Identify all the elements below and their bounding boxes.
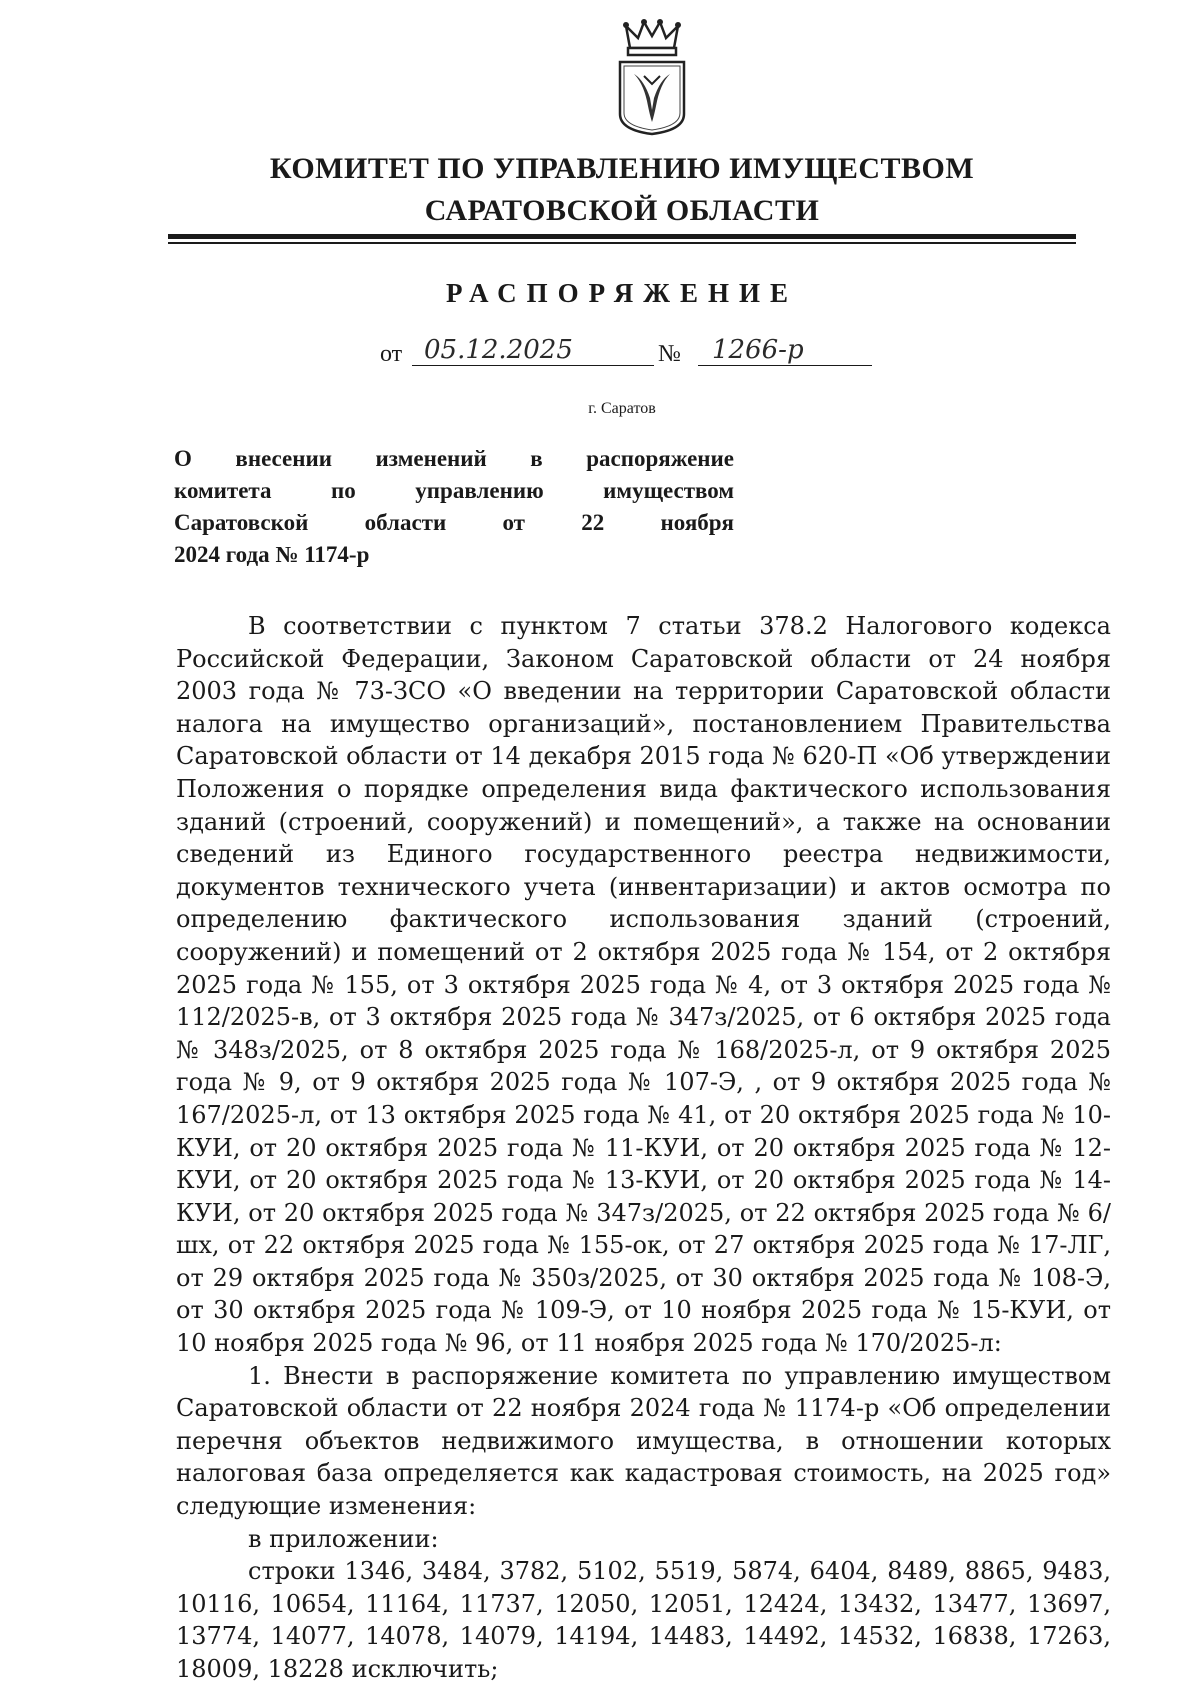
coat-of-arms-icon bbox=[614, 18, 690, 136]
organization-name-line1: КОМИТЕТ ПО УПРАВЛЕНИЮ ИМУЩЕСТВОМ bbox=[269, 152, 975, 185]
subject-line: комитета по управлению имуществом bbox=[174, 478, 734, 503]
body-paragraph-rows: строки 1346, 3484, 3782, 5102, 5519, 5874, 6404, 8489, 8865, 9483, 10116, 10654, 11164, 11737, 12050, 12051, 12424, 13432, 13477, 13697, 13774, 14077, 14078, 14079, 14194, 14483, 14492, 14532, 16838, 17263, 18009, 18228 исключить; bbox=[176, 1557, 1111, 1683]
organization-name-line2: САРАТОВСКОЙ ОБЛАСТИ bbox=[424, 194, 820, 227]
subject-line: Саратовской области от 22 ноября bbox=[174, 510, 734, 535]
document-body bbox=[176, 610, 1111, 1686]
header-divider-thick bbox=[168, 234, 1076, 239]
handwritten-date: 05.12.2025 bbox=[412, 335, 654, 366]
number-label: № bbox=[658, 341, 681, 367]
body-paragraph-appendix: в приложении: bbox=[248, 1524, 439, 1553]
city-line: г. Саратов bbox=[588, 400, 656, 417]
document-type-title: РАСПОРЯЖЕНИЕ bbox=[445, 278, 799, 308]
body-paragraph-item1: 1. Внести в распоряжение комитета по управлению имуществом Саратовской области от 22 ноября 2024 года № 1174-р «Об определении перечня объектов недвижимого имущества, в отношении которых налоговая база определяется как кадастровая стоимость, на 2025 год» следующие изменения: bbox=[176, 1361, 1111, 1521]
subject-line: О внесении изменений в распоряжение bbox=[174, 446, 734, 471]
subject-block bbox=[174, 443, 734, 571]
date-label: от bbox=[380, 341, 403, 367]
header-divider-thin bbox=[168, 242, 1076, 244]
handwritten-number: 1266-р bbox=[698, 335, 872, 366]
body-paragraph-preamble: В соответствии с пунктом 7 статьи 378.2 Налогового кодекса Российской Федерации, Законом Саратовской области от 24 ноября 2003 года № 73-ЗСО «О введении на территории Саратовской области налога на имущество организаций», постановлением Правительства Саратовской области от 14 декабря 2015 года № 620-П «Об утверждении Положения о порядке определения вида фактического использования зданий (строений, сооружений) и помещений», а также на основании сведений из Единого государственного реестра недвижимости, документов технического учета (инвентаризации) и актов осмотра по определению фактического использования зданий (строений, сооружений) и помещений от 2 октября 2025 года № 154, от 2 октября 2025 года № 155, от 3 октября 2025 года № 4, от 3 октября 2025 года № 112/2025-в, от 3 октября 2025 года № 347з/2025, от 6 октября 2025 года № 348з/2025, от 8 октября 2025 года № 168/2025-л, от 9 октября 2025 года № 9, от 9 октября 2025 года № 107-Э, , от 9 октября 2025 года № 167/2025-л, от 13 октября 2025 года № 41, от 20 октября 2025 года № 10-КУИ, от 20 октября 2025 года № 11-КУИ, от 20 октября 2025 года № 12-КУИ, от 20 октября 2025 года № 13-КУИ, от 20 октября 2025 года № 14-КУИ, от 20 октября 2025 года № 347з/2025, от 22 октября 2025 года № 6/шх, от 22 октября 2025 года № 155-ок, от 27 октября 2025 года № 17-ЛГ, от 29 октября 2025 года № 350з/2025, от 30 октября 2025 года № 108-Э, от 30 октября 2025 года № 109-Э, от 10 ноября 2025 года № 15-КУИ, от 10 ноября 2025 года № 96, от 11 ноября 2025 года № 170/2025-л: bbox=[176, 612, 1111, 1358]
subject-line: 2024 года № 1174-р bbox=[174, 542, 370, 567]
